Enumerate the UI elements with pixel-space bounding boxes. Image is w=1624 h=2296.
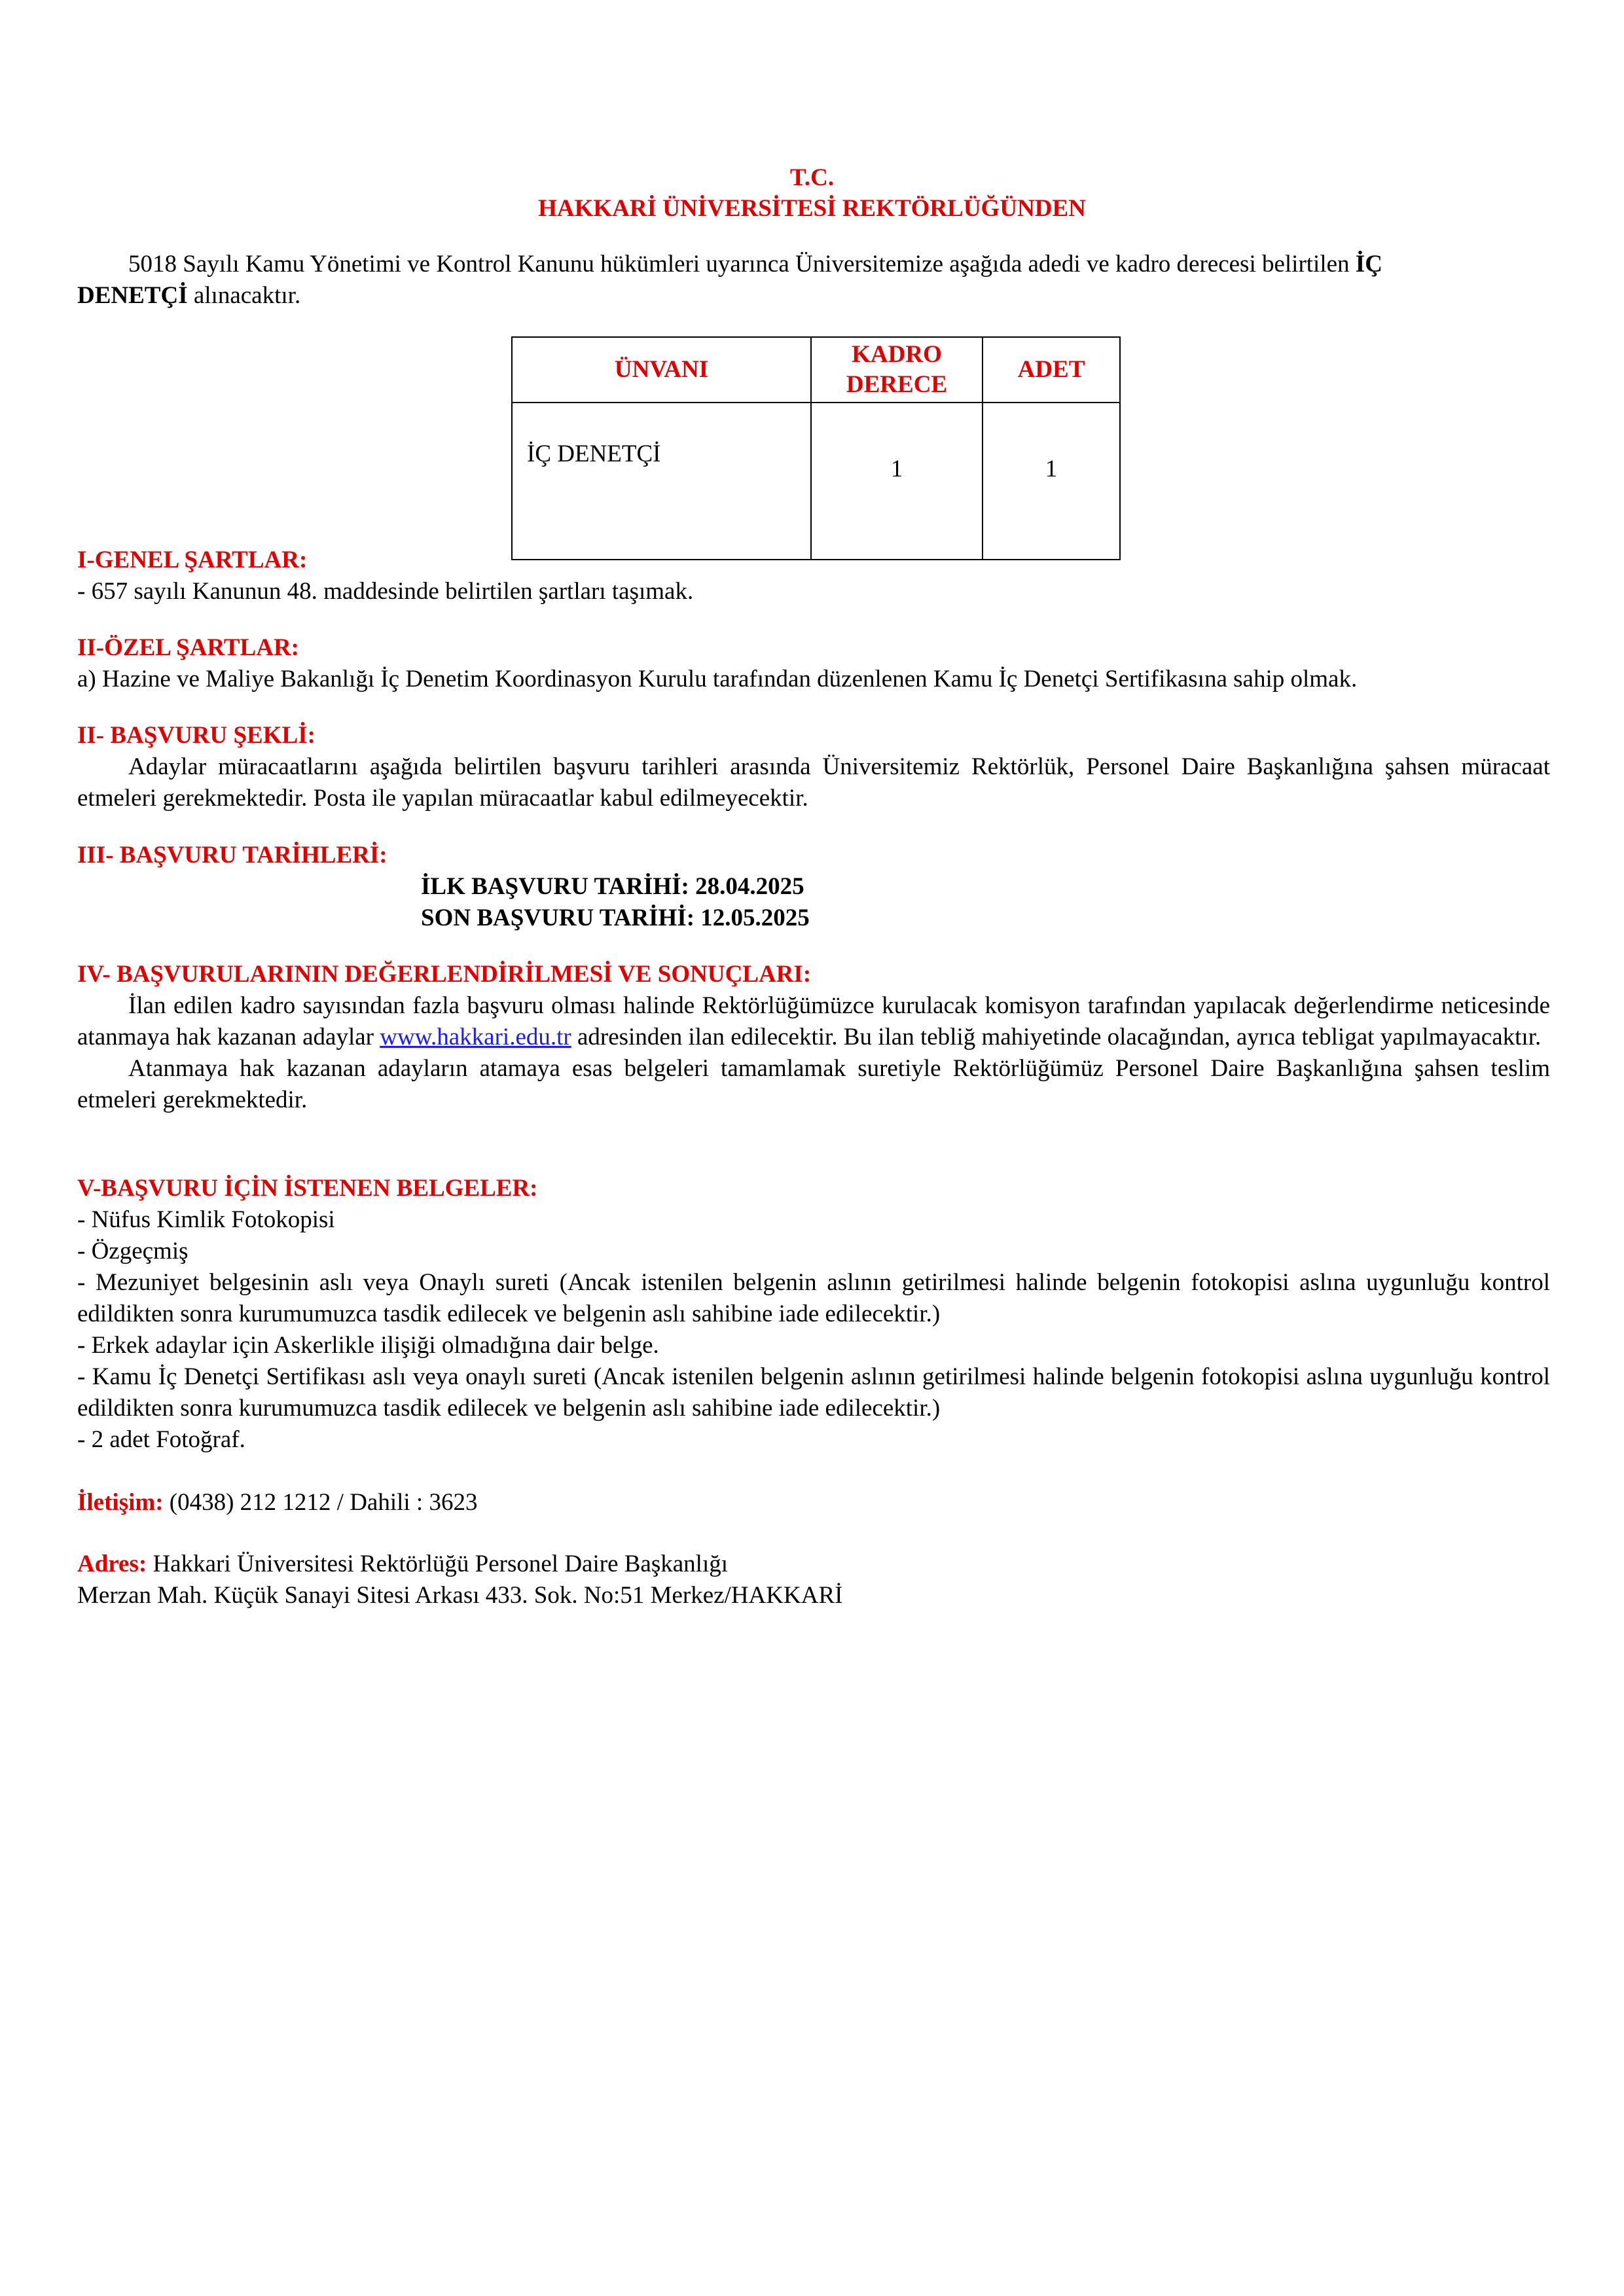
list-item: - 2 adet Fotoğraf. bbox=[77, 1426, 245, 1453]
header-derece: DERECE bbox=[846, 371, 948, 398]
intro-position: İÇ DENETÇİ bbox=[77, 251, 1382, 309]
cell-unvan: İÇ DENETÇİ bbox=[512, 403, 811, 560]
son-basvuru-tarihi: SON BAŞVURU TARİHİ: 12.05.2025 bbox=[421, 905, 810, 931]
list-item: - Mezuniyet belgesinin aslı veya Onaylı sureti (Ancak istenilen belgenin aslının getirilmesi halinde belgenin fotokopisi aslına uygunluğu kontrol edildikten sonra kurumumuzca tasdik edilecek ve belgenin aslı sahibine iade edilecektir.) bbox=[77, 1269, 1550, 1327]
intro-text: 5018 Sayılı Kamu Yönetimi ve Kontrol Kanunu hükümleri uyarınca Üniversitemize aşağıda adedi ve kadro derecesi belirtilen bbox=[128, 251, 1350, 278]
section-degerlendirme-title: IV- BAŞVURULARININ DEĞERLENDİRİLMESİ VE SONUÇLARI: bbox=[77, 961, 812, 988]
contact-label: İletişim: bbox=[77, 1489, 164, 1516]
section-genel-item: - 657 sayılı Kanunun 48. maddesinde belirtilen şartları taşımak. bbox=[77, 578, 694, 605]
sekil-paragraph: Adaylar müracaatlarını aşağıda belirtilen başvuru tarihleri arasında Üniversitemiz Rektörlük, Personel Daire Başkanlığına şahsen müracaat etmeleri gerekmektedir. Posta ile yapılan müracaatlar kabul edilmeyecektir. bbox=[77, 753, 1550, 812]
section-sekil-title: II- BAŞVURU ŞEKLİ: bbox=[77, 722, 316, 749]
degerlendirme-body bbox=[77, 990, 1550, 1116]
degerlendirme-paragraph-1 bbox=[77, 990, 1550, 1053]
list-item: - Nüfus Kimlik Fotokopisi bbox=[77, 1206, 335, 1233]
page-title: HAKKARİ ÜNİVERSİTESİ REKTÖRLÜĞÜNDEN bbox=[538, 195, 1086, 222]
kadro-table bbox=[511, 336, 1121, 560]
list-item: - Özgeçmiş bbox=[77, 1238, 189, 1265]
intro-text-end: alınacaktır. bbox=[193, 282, 301, 309]
section-tarihler-title: III- BAŞVURU TARİHLERİ: bbox=[77, 842, 388, 869]
section-belgeler-title: V-BAŞVURU İÇİN İSTENEN BELGELER: bbox=[77, 1175, 538, 1202]
header-tc: T.C. bbox=[789, 164, 835, 191]
intro-paragraph bbox=[77, 249, 1550, 312]
contact-value: (0438) 212 1212 / Dahili : 3623 bbox=[169, 1489, 478, 1516]
section-ozel-title: II-ÖZEL ŞARTLAR: bbox=[77, 634, 299, 661]
belgeler-list bbox=[77, 1204, 1550, 1456]
list-item: - Erkek adaylar için Askerlikle ilişiği olmadığına dair belge. bbox=[77, 1332, 659, 1359]
degerlendirme-paragraph-2: Atanmaya hak kazanan adayların atamaya esas belgeleri tamamlamak suretiyle Rektörlüğümüz Personel Daire Başkanlığına şahsen teslim etmeleri gerekmektedir. bbox=[77, 1055, 1550, 1113]
section-sekil-text bbox=[77, 751, 1550, 814]
address-line-1 bbox=[77, 1549, 1550, 1580]
address-line1: Hakkari Üniversitesi Rektörlüğü Personel Daire Başkanlığı bbox=[153, 1551, 729, 1577]
hakkari-website-link[interactable]: www.hakkari.edu.tr bbox=[380, 1024, 571, 1050]
list-item: - Kamu İç Denetçi Sertifikası aslı veya onaylı sureti (Ancak istenilen belgenin aslının getirilmesi halinde belgenin fotokopisi aslına uygunluğu kontrol edildikten sonra kurumumuzca tasdik edilecek ve belgenin aslı sahibine iade edilecektir.) bbox=[77, 1363, 1550, 1422]
cell-derece: 1 bbox=[811, 403, 983, 560]
header-kadro: KADRO bbox=[852, 341, 942, 368]
ilk-basvuru-tarihi: İLK BAŞVURU TARİHİ: 28.04.2025 bbox=[421, 873, 804, 900]
section-ozel-item: a) Hazine ve Maliye Bakanlığı İç Denetim Koordinasyon Kurulu tarafından düzenlenen Kamu İç Denetçi Sertifikasına sahip olmak. bbox=[77, 666, 1358, 692]
degerlendirme-text-a: İlan edilen kadro sayısından fazla başvuru olması halinde Rektörlüğümüzce kurulacak komisyon tarafından yapılacak değerlendirme neticesinde atanmaya hak kazanan adaylar bbox=[77, 992, 1550, 1050]
table-header-row bbox=[512, 337, 1120, 403]
contact-line bbox=[77, 1487, 1550, 1518]
table-row bbox=[512, 403, 1120, 560]
degerlendirme-text-b: adresinden ilan edilecektir. Bu ilan tebliğ mahiyetinde olacağından, ayrıca tebligat yapılmayacaktır. bbox=[577, 1024, 1542, 1050]
header-unvan: ÜNVANI bbox=[512, 337, 811, 403]
header-adet: ADET bbox=[983, 337, 1120, 403]
cell-adet: 1 bbox=[983, 403, 1120, 560]
address-line-2: Merzan Mah. Küçük Sanayi Sitesi Arkası 433. Sok. No:51 Merkez/HAKKARİ bbox=[77, 1582, 843, 1609]
header-kadro-derece bbox=[811, 337, 983, 403]
address-label: Adres: bbox=[77, 1551, 147, 1577]
section-genel-title: I-GENEL ŞARTLAR: bbox=[77, 547, 308, 573]
